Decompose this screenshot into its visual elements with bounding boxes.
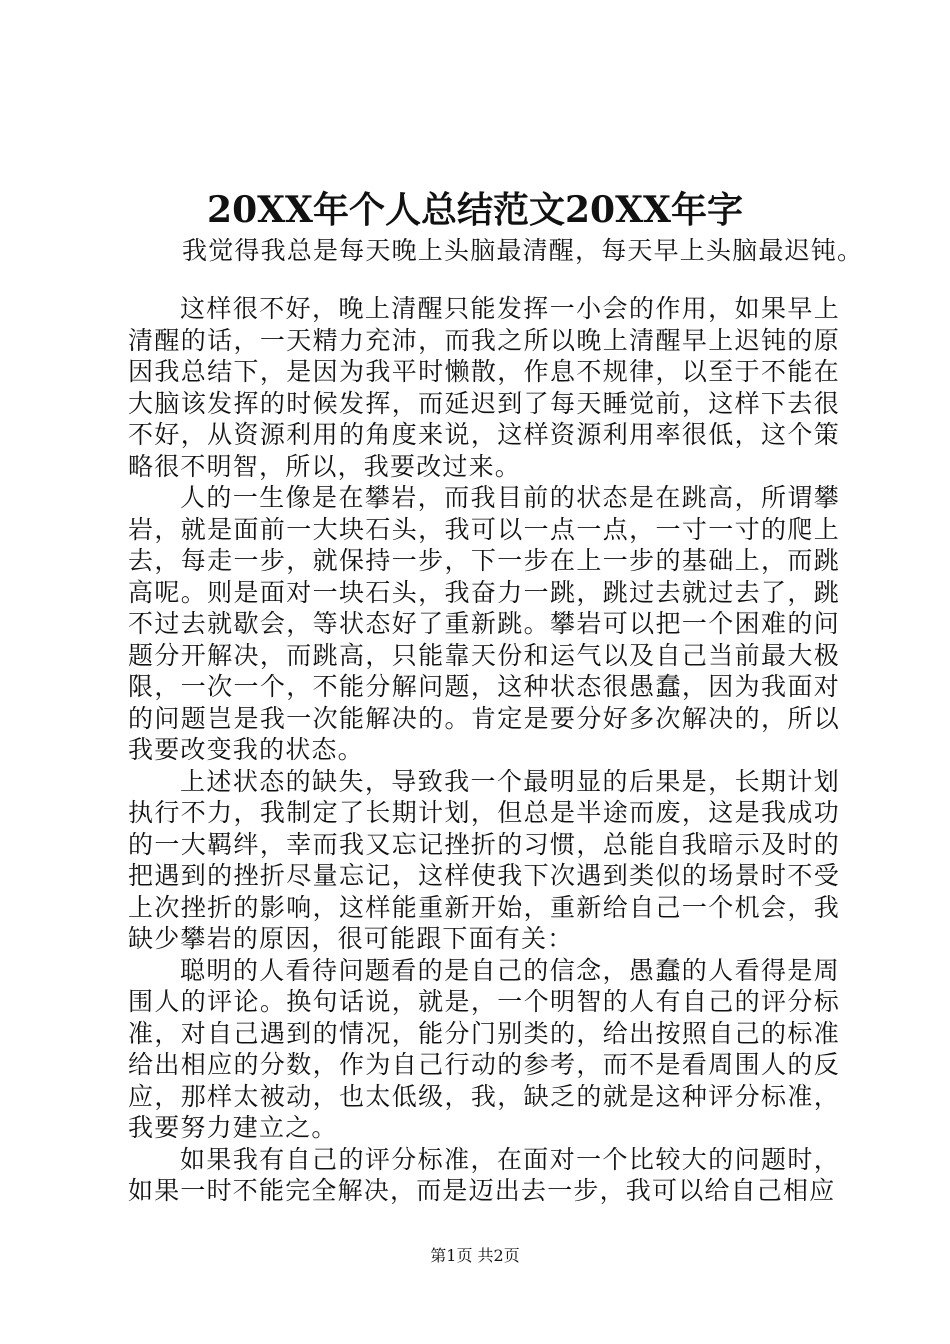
paragraph: 这样很不好，晚上清醒只能发挥一小会的作用，如果早上清醒的话，一天精力充沛，而我之所以晚上清醒早上迟钝的原因我总结下，是因为我平时懒散，作息不规律，以至于不能在大脑该发挥的时候发挥，而延迟到了每天睡觉前，这样下去很不好，从资源利用的角度来说，这样资源利用率很低，这个策略很不明智，所以，我要改过来。 (128, 294, 840, 481)
paragraph: 上述状态的缺失，导致我一个最明显的后果是，长期计划执行不力，我制定了长期计划，但总是半途而废，这是我成功的一大羁绊，幸而我又忘记挫折的习惯，总能自我暗示及时的把遇到的挫折尽量忘记，这样使我下次遇到类似的场景时不受上次挫折的影响，这样能重新开始，重新给自己一个机会，我缺少攀岩的原因，很可能跟下面有关： (128, 766, 840, 953)
document-title: 20XX年个人总结范文20XX年字 (207, 189, 743, 231)
paragraph: 人的一生像是在攀岩，而我目前的状态是在跳高，所谓攀岩，就是面前一大块石头，我可以一点一点，一寸一寸的爬上去，每走一步，就保持一步，下一步在上一步的基础上，而跳高呢。则是面对一块石头，我奋力一跳，跳过去就过去了，跳不过去就歇会，等状态好了重新跳。攀岩可以把一个困难的问题分开解决，而跳高，只能靠天份和运气以及自己当前最大极限，一次一个，不能分解问题，这种状态很愚蠢，因为我面对的问题岂是我一次能解决的。肯定是要分好多次解决的，所以我要改变我的状态。 (128, 483, 840, 764)
page-number-footer: 第1页 共2页 (430, 1246, 520, 1265)
lead-sentence: 我觉得我总是每天晚上头脑最清醒，每天早上头脑最迟钝。 (182, 236, 864, 265)
document-body (128, 293, 840, 1207)
paragraph: 聪明的人看待问题看的是自己的信念，愚蠢的人看得是周围人的评论。换句话说，就是，一个明智的人有自己的评分标准，对自己遇到的情况，能分门别类的，给出按照自己的标准给出相应的分数，作为自己行动的参考，而不是看周围人的反应，那样太被动，也太低级，我，缺乏的就是这种评分标准，我要努力建立之。 (128, 955, 840, 1142)
paragraph: 如果我有自己的评分标准，在面对一个比较大的问题时，如果一时不能完全解决，而是迈出去一步，我可以给自己相应 (128, 1144, 840, 1205)
